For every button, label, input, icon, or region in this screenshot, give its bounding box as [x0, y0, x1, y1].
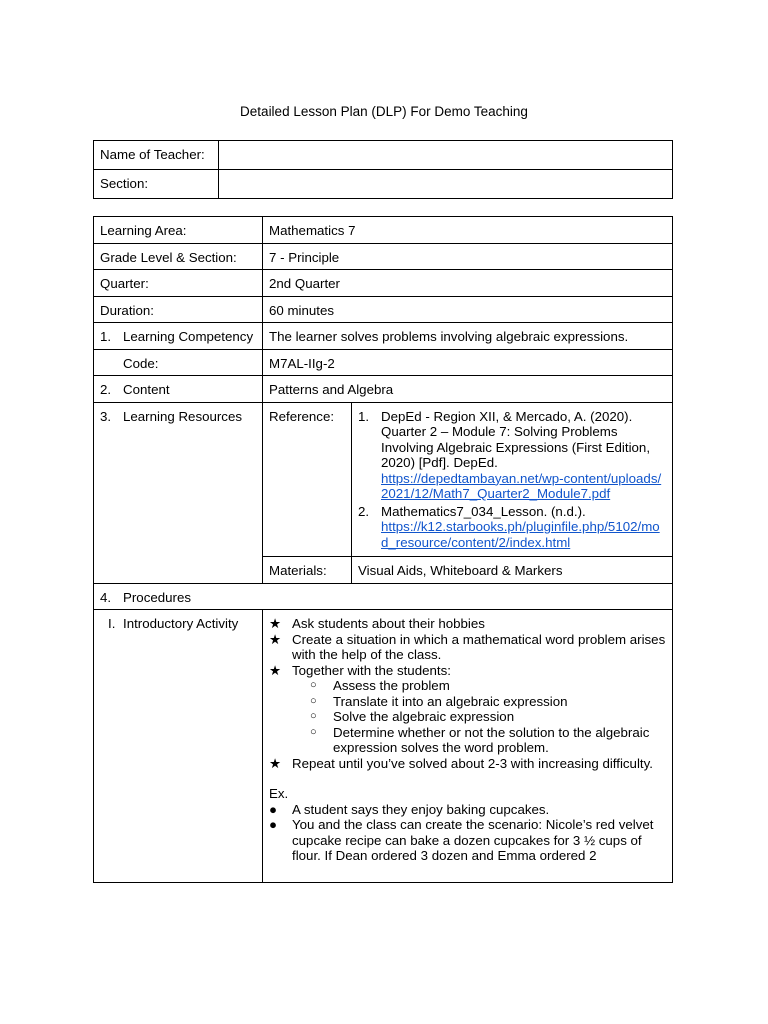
table-row: [94, 243, 673, 270]
quarter-value: 2nd Quarter: [263, 270, 673, 297]
reference-number: 1.: [358, 408, 370, 424]
reference-link[interactable]: https://depedtambayan.net/wp-content/uploads/2021/12/Math7_Quarter2_Module7.pdf: [381, 470, 662, 501]
learning-area-label: Learning Area:: [94, 217, 263, 244]
circle-bullet-icon: ○: [310, 725, 317, 738]
list-item: ○ Solve the algebraic expression: [310, 709, 515, 724]
activity-list: [269, 616, 666, 678]
intro-label-cell: [94, 610, 263, 883]
quarter-label: Quarter:: [94, 270, 263, 297]
dot-bullet-icon: ●: [269, 817, 278, 832]
example-label: Ex.: [269, 786, 289, 801]
circle-bullet-icon: ○: [310, 679, 317, 691]
code-value: M7AL-IIg-2: [263, 349, 673, 376]
table-row: [94, 141, 673, 170]
reference-link[interactable]: https://k12.starbooks.ph/pluginfile.php/5102/mod_resource/content/2/index.html: [381, 519, 660, 550]
competency-number: 1.: [100, 329, 112, 344]
list-item: ★ Repeat until you’ve solved about 2-3 with increasing difficulty.: [269, 755, 653, 771]
table-row: [94, 217, 673, 244]
sub-activity-list: [269, 678, 666, 756]
intro-number: I.: [108, 616, 116, 631]
competency-label: Learning Competency: [123, 329, 254, 344]
intro-content-cell: [263, 610, 673, 883]
table-row: [94, 349, 673, 376]
grade-level-label: Grade Level & Section:: [94, 243, 263, 270]
list-item: [358, 409, 666, 502]
procedures-label: Procedures: [123, 589, 191, 605]
table-row: [94, 402, 673, 557]
teacher-info-table: [93, 140, 673, 199]
section-value[interactable]: [219, 170, 673, 199]
resources-label-cell: [94, 402, 263, 583]
table-row: [94, 583, 673, 610]
materials-value: Visual Aids, Whiteboard & Markers: [352, 557, 673, 584]
learning-area-value: Mathematics 7: [263, 217, 673, 244]
table-row: [94, 296, 673, 323]
document-title: Detailed Lesson Plan (DLP) For Demo Teaching: [240, 104, 528, 119]
list-item: ○ Translate it into an algebraic expression: [310, 693, 568, 709]
duration-value: 60 minutes: [263, 296, 673, 323]
lesson-plan-table: [93, 216, 673, 883]
duration-label: Duration:: [94, 296, 263, 323]
list-item: ★ Create a situation in which a mathematical word problem arises with the help of the class.: [269, 631, 666, 662]
content-label-cell: [94, 376, 263, 403]
table-row: [94, 610, 673, 883]
section-label: Section:: [94, 170, 219, 199]
teacher-name-label: Name of Teacher:: [94, 141, 219, 170]
circle-bullet-icon: ○: [310, 694, 317, 707]
circle-bullet-icon: ○: [310, 710, 317, 722]
star-bullet-icon: ★: [269, 631, 281, 647]
table-row: [94, 170, 673, 199]
table-row: [94, 323, 673, 350]
materials-label: Materials:: [263, 557, 352, 584]
reference-number: 2.: [358, 503, 370, 519]
intro-label: Introductory Activity: [123, 616, 239, 631]
table-row: [94, 376, 673, 403]
code-label-cell: [94, 349, 263, 376]
grade-level-value: 7 - Principle: [263, 243, 673, 270]
competency-value: The learner solves problems involving algebraic expressions.: [263, 323, 673, 350]
reference-list: [358, 409, 666, 551]
star-bullet-icon: ★: [269, 662, 281, 678]
content-label: Content: [123, 382, 170, 397]
content-value: Patterns and Algebra: [263, 376, 673, 403]
references-cell: [352, 402, 673, 557]
resources-label: Learning Resources: [123, 408, 243, 424]
list-item: ● A student says they enjoy baking cupcakes.: [269, 801, 550, 817]
procedures-cell: [94, 583, 673, 610]
reference-text: Mathematics7_034_Lesson. (n.d.).: [381, 503, 586, 519]
resources-number: 3.: [100, 408, 112, 424]
star-bullet-icon: ★: [269, 755, 281, 771]
example-list: [269, 802, 666, 864]
star-bullet-icon: ★: [269, 616, 281, 631]
list-item: ★ Ask students about their hobbies: [269, 616, 485, 631]
competency-label-cell: [94, 323, 263, 350]
list-item: ● You and the class can create the scenario: Nicole’s red velvet cupcake recipe can bake a dozen cupcakes for 3 ½ cups of flour. If Dean ordered 3 dozen and Emma ordered 2: [269, 817, 654, 863]
dot-bullet-icon: ●: [269, 801, 278, 817]
content-number: 2.: [100, 382, 112, 397]
list-item: ★ Together with the students:: [269, 662, 451, 678]
table-row: [94, 270, 673, 297]
reference-label: Reference:: [263, 402, 352, 557]
reference-text: DepEd - Region XII, & Mercado, A. (2020). Quarter 2 – Module 7: Solving Problems Involving Algebraic Expressions (First Edition, 2020) [Pdf]. DepEd.: [381, 408, 651, 470]
teacher-name-value[interactable]: [219, 141, 673, 170]
list-item: [358, 504, 666, 551]
code-label: Code:: [123, 355, 159, 371]
procedures-number: 4.: [100, 589, 112, 605]
list-item: ○ Assess the problem: [310, 678, 450, 693]
list-item: ○ Determine whether or not the solution to the algebraic expression solves the word problem.: [310, 724, 650, 755]
